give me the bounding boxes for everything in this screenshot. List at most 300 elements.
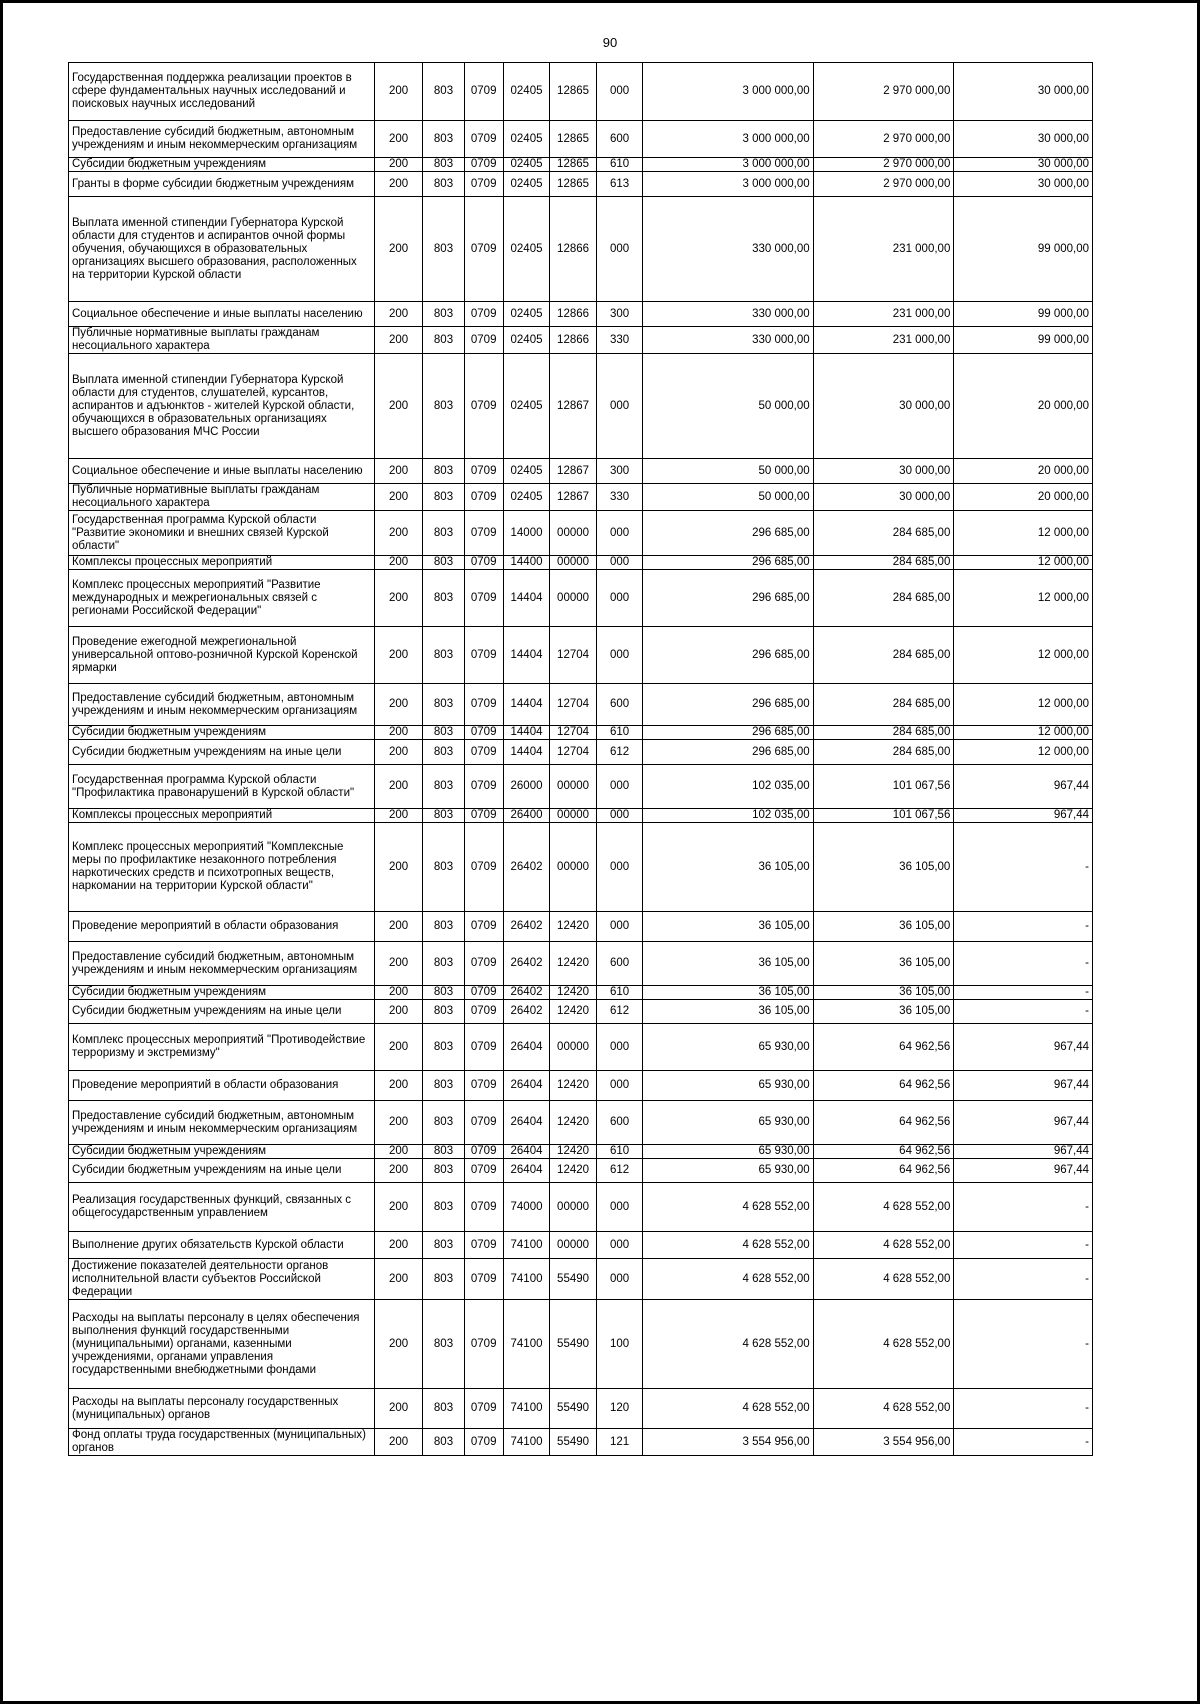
amount-3: 12 000,00 bbox=[954, 684, 1093, 726]
amount-3: - bbox=[954, 1389, 1093, 1429]
code-4: 26000 bbox=[503, 765, 550, 809]
row-name: Предоставление субсидий бюджетным, автономным учреждениям и иным некоммерческим организациям bbox=[69, 684, 375, 726]
code-1: 200 bbox=[374, 1071, 423, 1101]
code-4: 26400 bbox=[503, 809, 550, 823]
code-4: 26404 bbox=[503, 1145, 550, 1159]
code-1: 200 bbox=[374, 1259, 423, 1300]
table-row bbox=[69, 809, 1093, 823]
code-5: 55490 bbox=[550, 1300, 597, 1389]
code-1: 200 bbox=[374, 1101, 423, 1145]
row-name: Публичные нормативные выплаты гражданам несоциального характера bbox=[69, 327, 375, 354]
code-4: 26402 bbox=[503, 942, 550, 986]
table-row bbox=[69, 327, 1093, 354]
amount-1: 296 685,00 bbox=[643, 740, 813, 765]
row-name: Реализация государственных функций, связанных с общегосударственным управлением bbox=[69, 1183, 375, 1232]
amount-2: 101 067,56 bbox=[813, 809, 954, 823]
row-name: Комплекс процессных мероприятий "Развитие международных и межрегиональных связей с регионами Российской Федерации" bbox=[69, 570, 375, 627]
code-5: 00000 bbox=[550, 765, 597, 809]
code-6: 000 bbox=[596, 570, 643, 627]
amount-3: 20 000,00 bbox=[954, 354, 1093, 459]
code-5: 55490 bbox=[550, 1389, 597, 1429]
code-2: 803 bbox=[423, 63, 464, 121]
code-2: 803 bbox=[423, 765, 464, 809]
code-1: 200 bbox=[374, 63, 423, 121]
code-3: 0709 bbox=[464, 942, 503, 986]
code-3: 0709 bbox=[464, 1389, 503, 1429]
code-2: 803 bbox=[423, 1232, 464, 1259]
code-6: 000 bbox=[596, 63, 643, 121]
code-4: 02405 bbox=[503, 121, 550, 158]
row-name: Субсидии бюджетным учреждениям на иные цели bbox=[69, 740, 375, 765]
code-1: 200 bbox=[374, 197, 423, 302]
code-3: 0709 bbox=[464, 1000, 503, 1024]
amount-2: 101 067,56 bbox=[813, 765, 954, 809]
amount-1: 296 685,00 bbox=[643, 570, 813, 627]
code-6: 000 bbox=[596, 627, 643, 684]
row-name: Гранты в форме субсидии бюджетным учреждениям bbox=[69, 172, 375, 197]
amount-3: 20 000,00 bbox=[954, 459, 1093, 484]
row-name: Проведение мероприятий в области образования bbox=[69, 1071, 375, 1101]
code-4: 02405 bbox=[503, 354, 550, 459]
code-2: 803 bbox=[423, 1429, 464, 1456]
code-2: 803 bbox=[423, 942, 464, 986]
amount-1: 296 685,00 bbox=[643, 511, 813, 556]
code-5: 12867 bbox=[550, 484, 597, 511]
code-2: 803 bbox=[423, 556, 464, 570]
amount-3: - bbox=[954, 942, 1093, 986]
table-row bbox=[69, 121, 1093, 158]
code-3: 0709 bbox=[464, 726, 503, 740]
row-name: Субсидии бюджетным учреждениям на иные цели bbox=[69, 1000, 375, 1024]
code-6: 610 bbox=[596, 158, 643, 172]
table-row bbox=[69, 354, 1093, 459]
code-6: 330 bbox=[596, 327, 643, 354]
amount-1: 3 554 956,00 bbox=[643, 1429, 813, 1456]
code-6: 000 bbox=[596, 556, 643, 570]
amount-1: 36 105,00 bbox=[643, 823, 813, 912]
amount-1: 296 685,00 bbox=[643, 726, 813, 740]
amount-1: 65 930,00 bbox=[643, 1024, 813, 1071]
amount-2: 284 685,00 bbox=[813, 726, 954, 740]
amount-2: 284 685,00 bbox=[813, 740, 954, 765]
code-5: 00000 bbox=[550, 570, 597, 627]
amount-2: 284 685,00 bbox=[813, 684, 954, 726]
amount-2: 2 970 000,00 bbox=[813, 121, 954, 158]
amount-1: 65 930,00 bbox=[643, 1145, 813, 1159]
code-6: 000 bbox=[596, 1259, 643, 1300]
table-row bbox=[69, 158, 1093, 172]
table-row bbox=[69, 726, 1093, 740]
code-1: 200 bbox=[374, 809, 423, 823]
code-6: 121 bbox=[596, 1429, 643, 1456]
code-3: 0709 bbox=[464, 912, 503, 942]
code-4: 14404 bbox=[503, 684, 550, 726]
table-row bbox=[69, 627, 1093, 684]
amount-2: 36 105,00 bbox=[813, 912, 954, 942]
code-2: 803 bbox=[423, 1300, 464, 1389]
code-4: 14404 bbox=[503, 726, 550, 740]
code-5: 00000 bbox=[550, 809, 597, 823]
code-4: 02405 bbox=[503, 63, 550, 121]
code-6: 000 bbox=[596, 354, 643, 459]
table-row bbox=[69, 765, 1093, 809]
row-name: Социальное обеспечение и иные выплаты населению bbox=[69, 302, 375, 327]
code-2: 803 bbox=[423, 484, 464, 511]
code-4: 74100 bbox=[503, 1232, 550, 1259]
code-5: 00000 bbox=[550, 556, 597, 570]
code-4: 02405 bbox=[503, 302, 550, 327]
code-1: 200 bbox=[374, 986, 423, 1000]
code-4: 26402 bbox=[503, 823, 550, 912]
code-1: 200 bbox=[374, 1429, 423, 1456]
amount-2: 2 970 000,00 bbox=[813, 63, 954, 121]
code-5: 00000 bbox=[550, 1024, 597, 1071]
code-4: 14404 bbox=[503, 627, 550, 684]
code-3: 0709 bbox=[464, 570, 503, 627]
amount-1: 3 000 000,00 bbox=[643, 172, 813, 197]
code-2: 803 bbox=[423, 121, 464, 158]
code-6: 000 bbox=[596, 1071, 643, 1101]
code-5: 12867 bbox=[550, 354, 597, 459]
amount-3: 12 000,00 bbox=[954, 726, 1093, 740]
amount-2: 284 685,00 bbox=[813, 570, 954, 627]
code-6: 612 bbox=[596, 740, 643, 765]
code-3: 0709 bbox=[464, 1024, 503, 1071]
table-body bbox=[69, 63, 1093, 1456]
amount-2: 64 962,56 bbox=[813, 1101, 954, 1145]
row-name: Проведение мероприятий в области образования bbox=[69, 912, 375, 942]
amount-1: 4 628 552,00 bbox=[643, 1183, 813, 1232]
amount-3: - bbox=[954, 912, 1093, 942]
code-3: 0709 bbox=[464, 1232, 503, 1259]
code-6: 600 bbox=[596, 1101, 643, 1145]
row-name: Комплекс процессных мероприятий "Комплексные меры по профилактике незаконного потребления наркотических средств и психотропных веществ, наркомании на территории Курской области" bbox=[69, 823, 375, 912]
amount-3: 12 000,00 bbox=[954, 740, 1093, 765]
code-3: 0709 bbox=[464, 765, 503, 809]
code-5: 12420 bbox=[550, 1071, 597, 1101]
amount-2: 36 105,00 bbox=[813, 942, 954, 986]
code-3: 0709 bbox=[464, 484, 503, 511]
table-row bbox=[69, 1024, 1093, 1071]
row-name: Расходы на выплаты персоналу государственных (муниципальных) органов bbox=[69, 1389, 375, 1429]
code-6: 600 bbox=[596, 684, 643, 726]
code-4: 26404 bbox=[503, 1024, 550, 1071]
code-2: 803 bbox=[423, 327, 464, 354]
code-2: 803 bbox=[423, 809, 464, 823]
code-4: 74000 bbox=[503, 1183, 550, 1232]
table-row bbox=[69, 1183, 1093, 1232]
amount-1: 36 105,00 bbox=[643, 1000, 813, 1024]
amount-3: 967,44 bbox=[954, 1071, 1093, 1101]
code-1: 200 bbox=[374, 459, 423, 484]
code-2: 803 bbox=[423, 197, 464, 302]
amount-2: 4 628 552,00 bbox=[813, 1232, 954, 1259]
code-6: 612 bbox=[596, 1159, 643, 1183]
table-row bbox=[69, 942, 1093, 986]
code-4: 26404 bbox=[503, 1101, 550, 1145]
code-3: 0709 bbox=[464, 627, 503, 684]
row-name: Государственная поддержка реализации проектов в сфере фундаментальных научных исследований и поисковых научных исследований bbox=[69, 63, 375, 121]
code-5: 00000 bbox=[550, 511, 597, 556]
code-3: 0709 bbox=[464, 986, 503, 1000]
amount-1: 3 000 000,00 bbox=[643, 63, 813, 121]
code-6: 000 bbox=[596, 765, 643, 809]
code-1: 200 bbox=[374, 912, 423, 942]
code-6: 610 bbox=[596, 726, 643, 740]
code-5: 00000 bbox=[550, 1232, 597, 1259]
code-6: 330 bbox=[596, 484, 643, 511]
code-5: 12865 bbox=[550, 121, 597, 158]
amount-1: 36 105,00 bbox=[643, 986, 813, 1000]
code-2: 803 bbox=[423, 1071, 464, 1101]
amount-3: 12 000,00 bbox=[954, 627, 1093, 684]
table-row bbox=[69, 556, 1093, 570]
code-4: 02405 bbox=[503, 484, 550, 511]
amount-1: 50 000,00 bbox=[643, 484, 813, 511]
amount-3: - bbox=[954, 1429, 1093, 1456]
code-6: 000 bbox=[596, 809, 643, 823]
code-1: 200 bbox=[374, 627, 423, 684]
table-row bbox=[69, 1000, 1093, 1024]
code-3: 0709 bbox=[464, 302, 503, 327]
row-name: Достижение показателей деятельности органов исполнительной власти субъектов Российской Федерации bbox=[69, 1259, 375, 1300]
amount-3: 967,44 bbox=[954, 765, 1093, 809]
amount-2: 4 628 552,00 bbox=[813, 1183, 954, 1232]
amount-1: 4 628 552,00 bbox=[643, 1300, 813, 1389]
code-4: 02405 bbox=[503, 197, 550, 302]
code-5: 12866 bbox=[550, 197, 597, 302]
amount-3: 12 000,00 bbox=[954, 556, 1093, 570]
code-6: 300 bbox=[596, 302, 643, 327]
code-4: 26402 bbox=[503, 986, 550, 1000]
code-6: 300 bbox=[596, 459, 643, 484]
code-2: 803 bbox=[423, 1259, 464, 1300]
code-6: 000 bbox=[596, 1232, 643, 1259]
row-name: Субсидии бюджетным учреждениям bbox=[69, 726, 375, 740]
code-5: 12865 bbox=[550, 158, 597, 172]
amount-1: 102 035,00 bbox=[643, 765, 813, 809]
amount-1: 4 628 552,00 bbox=[643, 1232, 813, 1259]
amount-3: - bbox=[954, 1300, 1093, 1389]
table-row bbox=[69, 484, 1093, 511]
code-1: 200 bbox=[374, 511, 423, 556]
code-5: 12867 bbox=[550, 459, 597, 484]
code-1: 200 bbox=[374, 1145, 423, 1159]
amount-1: 3 000 000,00 bbox=[643, 121, 813, 158]
amount-1: 3 000 000,00 bbox=[643, 158, 813, 172]
code-2: 803 bbox=[423, 1159, 464, 1183]
row-name: Предоставление субсидий бюджетным, автономным учреждениям и иным некоммерческим организациям bbox=[69, 942, 375, 986]
row-name: Предоставление субсидий бюджетным, автономным учреждениям и иным некоммерческим организациям bbox=[69, 1101, 375, 1145]
table-row bbox=[69, 1389, 1093, 1429]
row-name: Комплексы процессных мероприятий bbox=[69, 809, 375, 823]
row-name: Комплекс процессных мероприятий "Противодействие терроризму и экстремизму" bbox=[69, 1024, 375, 1071]
code-2: 803 bbox=[423, 354, 464, 459]
code-5: 12704 bbox=[550, 726, 597, 740]
code-5: 12866 bbox=[550, 302, 597, 327]
table-row bbox=[69, 1429, 1093, 1456]
code-1: 200 bbox=[374, 158, 423, 172]
table-row bbox=[69, 1159, 1093, 1183]
code-5: 12704 bbox=[550, 627, 597, 684]
amount-3: 967,44 bbox=[954, 1101, 1093, 1145]
row-name: Публичные нормативные выплаты гражданам несоциального характера bbox=[69, 484, 375, 511]
amount-3: 99 000,00 bbox=[954, 327, 1093, 354]
amount-2: 284 685,00 bbox=[813, 627, 954, 684]
amount-1: 102 035,00 bbox=[643, 809, 813, 823]
amount-1: 50 000,00 bbox=[643, 354, 813, 459]
code-5: 12420 bbox=[550, 1145, 597, 1159]
amount-3: 967,44 bbox=[954, 809, 1093, 823]
code-5: 12420 bbox=[550, 1000, 597, 1024]
budget-table bbox=[68, 62, 1093, 1456]
table-row bbox=[69, 459, 1093, 484]
code-1: 200 bbox=[374, 765, 423, 809]
row-name: Предоставление субсидий бюджетным, автономным учреждениям и иным некоммерческим организациям bbox=[69, 121, 375, 158]
table-row bbox=[69, 302, 1093, 327]
code-2: 803 bbox=[423, 1000, 464, 1024]
amount-2: 4 628 552,00 bbox=[813, 1300, 954, 1389]
code-3: 0709 bbox=[464, 459, 503, 484]
code-1: 200 bbox=[374, 1389, 423, 1429]
code-1: 200 bbox=[374, 1300, 423, 1389]
code-1: 200 bbox=[374, 484, 423, 511]
amount-1: 36 105,00 bbox=[643, 912, 813, 942]
table-row bbox=[69, 1259, 1093, 1300]
amount-3: 30 000,00 bbox=[954, 172, 1093, 197]
row-name: Выплата именной стипендии Губернатора Курской области для студентов и аспирантов очной формы обучения, обучающихся в образовательных организациях высшего образования, расположенных на территории Курской области bbox=[69, 197, 375, 302]
code-5: 12865 bbox=[550, 63, 597, 121]
amount-2: 64 962,56 bbox=[813, 1159, 954, 1183]
code-6: 000 bbox=[596, 912, 643, 942]
code-6: 100 bbox=[596, 1300, 643, 1389]
code-5: 12420 bbox=[550, 986, 597, 1000]
code-1: 200 bbox=[374, 302, 423, 327]
code-4: 14404 bbox=[503, 570, 550, 627]
amount-2: 284 685,00 bbox=[813, 511, 954, 556]
code-3: 0709 bbox=[464, 511, 503, 556]
row-name: Субсидии бюджетным учреждениям bbox=[69, 158, 375, 172]
row-name: Выполнение других обязательств Курской области bbox=[69, 1232, 375, 1259]
amount-2: 36 105,00 bbox=[813, 986, 954, 1000]
amount-3: 99 000,00 bbox=[954, 197, 1093, 302]
code-3: 0709 bbox=[464, 63, 503, 121]
amount-2: 3 554 956,00 bbox=[813, 1429, 954, 1456]
code-4: 74100 bbox=[503, 1259, 550, 1300]
code-2: 803 bbox=[423, 684, 464, 726]
code-6: 612 bbox=[596, 1000, 643, 1024]
amount-2: 30 000,00 bbox=[813, 459, 954, 484]
table-row bbox=[69, 823, 1093, 912]
code-6: 600 bbox=[596, 942, 643, 986]
code-3: 0709 bbox=[464, 172, 503, 197]
amount-3: - bbox=[954, 1000, 1093, 1024]
code-6: 120 bbox=[596, 1389, 643, 1429]
code-5: 12420 bbox=[550, 912, 597, 942]
amount-2: 4 628 552,00 bbox=[813, 1389, 954, 1429]
code-3: 0709 bbox=[464, 1145, 503, 1159]
amount-1: 36 105,00 bbox=[643, 942, 813, 986]
table-row bbox=[69, 570, 1093, 627]
code-1: 200 bbox=[374, 1024, 423, 1071]
code-4: 26404 bbox=[503, 1071, 550, 1101]
code-5: 12420 bbox=[550, 1159, 597, 1183]
amount-1: 50 000,00 bbox=[643, 459, 813, 484]
code-5: 12866 bbox=[550, 327, 597, 354]
code-2: 803 bbox=[423, 172, 464, 197]
row-name: Государственная программа Курской области "Профилактика правонарушений в Курской области" bbox=[69, 765, 375, 809]
code-3: 0709 bbox=[464, 823, 503, 912]
code-2: 803 bbox=[423, 823, 464, 912]
code-2: 803 bbox=[423, 302, 464, 327]
code-2: 803 bbox=[423, 912, 464, 942]
code-2: 803 bbox=[423, 1183, 464, 1232]
amount-3: 12 000,00 bbox=[954, 570, 1093, 627]
amount-2: 30 000,00 bbox=[813, 484, 954, 511]
row-name: Комплексы процессных мероприятий bbox=[69, 556, 375, 570]
code-3: 0709 bbox=[464, 1259, 503, 1300]
amount-1: 330 000,00 bbox=[643, 302, 813, 327]
code-4: 26402 bbox=[503, 1000, 550, 1024]
amount-3: 99 000,00 bbox=[954, 302, 1093, 327]
amount-2: 64 962,56 bbox=[813, 1145, 954, 1159]
code-1: 200 bbox=[374, 327, 423, 354]
code-5: 12865 bbox=[550, 172, 597, 197]
amount-1: 65 930,00 bbox=[643, 1101, 813, 1145]
code-3: 0709 bbox=[464, 354, 503, 459]
row-name: Расходы на выплаты персоналу в целях обеспечения выполнения функций государственными (муниципальными) органами, казенными учреждениями, органами управления государственными внебюджетными фондами bbox=[69, 1300, 375, 1389]
amount-2: 64 962,56 bbox=[813, 1024, 954, 1071]
amount-2: 64 962,56 bbox=[813, 1071, 954, 1101]
row-name: Субсидии бюджетным учреждениям bbox=[69, 986, 375, 1000]
code-1: 200 bbox=[374, 1159, 423, 1183]
code-4: 26402 bbox=[503, 912, 550, 942]
code-5: 12704 bbox=[550, 684, 597, 726]
code-1: 200 bbox=[374, 942, 423, 986]
code-3: 0709 bbox=[464, 1183, 503, 1232]
code-3: 0709 bbox=[464, 1101, 503, 1145]
amount-2: 231 000,00 bbox=[813, 197, 954, 302]
code-6: 000 bbox=[596, 197, 643, 302]
table-row bbox=[69, 912, 1093, 942]
code-3: 0709 bbox=[464, 327, 503, 354]
amount-1: 330 000,00 bbox=[643, 197, 813, 302]
code-6: 610 bbox=[596, 1145, 643, 1159]
code-2: 803 bbox=[423, 986, 464, 1000]
amount-1: 4 628 552,00 bbox=[643, 1259, 813, 1300]
code-4: 02405 bbox=[503, 158, 550, 172]
amount-3: 30 000,00 bbox=[954, 121, 1093, 158]
table-row bbox=[69, 1232, 1093, 1259]
code-3: 0709 bbox=[464, 1429, 503, 1456]
code-5: 00000 bbox=[550, 1183, 597, 1232]
code-4: 14404 bbox=[503, 740, 550, 765]
code-3: 0709 bbox=[464, 556, 503, 570]
amount-1: 296 685,00 bbox=[643, 556, 813, 570]
code-2: 803 bbox=[423, 1389, 464, 1429]
code-2: 803 bbox=[423, 726, 464, 740]
table-row bbox=[69, 684, 1093, 726]
amount-2: 231 000,00 bbox=[813, 327, 954, 354]
code-4: 74100 bbox=[503, 1300, 550, 1389]
code-2: 803 bbox=[423, 1024, 464, 1071]
amount-1: 296 685,00 bbox=[643, 684, 813, 726]
row-name: Фонд оплаты труда государственных (муниципальных) органов bbox=[69, 1429, 375, 1456]
code-1: 200 bbox=[374, 570, 423, 627]
code-6: 000 bbox=[596, 823, 643, 912]
table-row bbox=[69, 511, 1093, 556]
code-3: 0709 bbox=[464, 684, 503, 726]
